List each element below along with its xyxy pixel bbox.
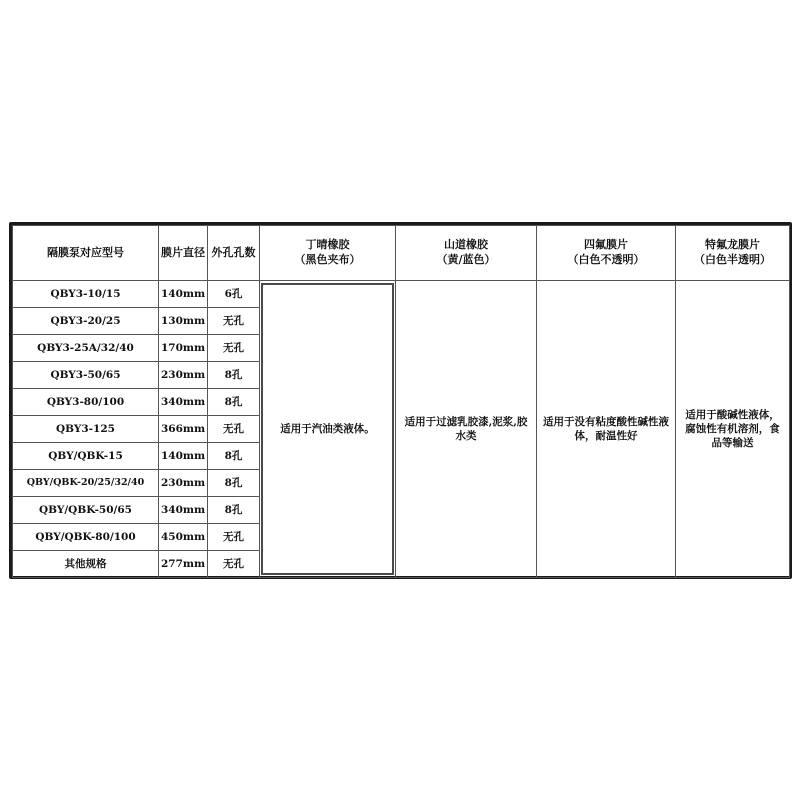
model-cell: QBY/QBK-20/25/32/40: [13, 470, 159, 497]
ptfe-description: 适用于没有粘度酸性碱性液体，耐温性好: [537, 281, 676, 578]
diameter-cell: 340mm: [159, 389, 208, 416]
header-teflon-title: 特氟龙膜片: [705, 238, 760, 252]
holes-cell: 无孔: [208, 308, 260, 335]
diameter-cell: 140mm: [159, 443, 208, 470]
holes-cell: 8孔: [208, 443, 260, 470]
diameter-cell: 340mm: [159, 497, 208, 524]
model-cell: QBY3-80/100: [13, 389, 159, 416]
model-cell: 其他规格: [13, 551, 159, 578]
diameter-cell: 230mm: [159, 362, 208, 389]
header-santoprene-title: 山道橡胶: [444, 238, 488, 252]
holes-cell: 无孔: [208, 524, 260, 551]
holes-cell: 无孔: [208, 416, 260, 443]
holes-cell: 8孔: [208, 497, 260, 524]
model-cell: QBY3-20/25: [13, 308, 159, 335]
teflon-description: 适用于酸碱性液体，腐蚀性有机溶剂，食品等输送: [676, 281, 790, 578]
holes-cell: 8孔: [208, 470, 260, 497]
header-ptfe-title: 四氟膜片: [584, 238, 628, 252]
holes-cell: 6孔: [208, 281, 260, 308]
header-teflon: [676, 226, 790, 281]
diameter-cell: 170mm: [159, 335, 208, 362]
holes-cell: 8孔: [208, 389, 260, 416]
holes-cell: 无孔: [208, 551, 260, 578]
header-nbr: [260, 226, 396, 281]
header-teflon-sub: （白色半透明）: [694, 253, 771, 266]
nbr-description-box: [261, 283, 394, 575]
model-cell: QBY3-50/65: [13, 362, 159, 389]
header-holes: 外孔孔数: [208, 226, 260, 281]
holes-cell: 8孔: [208, 362, 260, 389]
model-cell: QBY/QBK-15: [13, 443, 159, 470]
model-cell: QBY3-10/15: [13, 281, 159, 308]
model-cell: QBY/QBK-80/100: [13, 524, 159, 551]
diameter-cell: 140mm: [159, 281, 208, 308]
spec-table-frame: [9, 222, 792, 579]
santoprene-description: 适用于过滤乳胶漆,泥浆,胶水类: [396, 281, 537, 578]
diameter-cell: 130mm: [159, 308, 208, 335]
header-santoprene: [396, 226, 537, 281]
header-ptfe: [537, 226, 676, 281]
table-row: [13, 281, 790, 308]
model-cell: QBY3-125: [13, 416, 159, 443]
holes-cell: 无孔: [208, 335, 260, 362]
diameter-cell: 277mm: [159, 551, 208, 578]
header-santoprene-sub: （黄/蓝色）: [436, 253, 496, 266]
diameter-cell: 366mm: [159, 416, 208, 443]
header-diameter: 膜片直径: [159, 226, 208, 281]
diameter-cell: 450mm: [159, 524, 208, 551]
nbr-description: 适用于汽油类液体。: [280, 422, 375, 435]
header-model: 隔膜泵对应型号: [13, 226, 159, 281]
header-nbr-title: 丁晴橡胶: [305, 238, 350, 252]
model-cell: QBY/QBK-50/65: [13, 497, 159, 524]
header-nbr-sub: （黑色夹布）: [294, 253, 361, 266]
model-cell: QBY3-25A/32/40: [13, 335, 159, 362]
diameter-cell: 230mm: [159, 470, 208, 497]
header-row: [13, 226, 790, 281]
header-ptfe-sub: （白色不透明）: [567, 253, 645, 266]
nbr-description-cell: [260, 281, 396, 578]
diaphragm-spec-table: [12, 225, 790, 578]
